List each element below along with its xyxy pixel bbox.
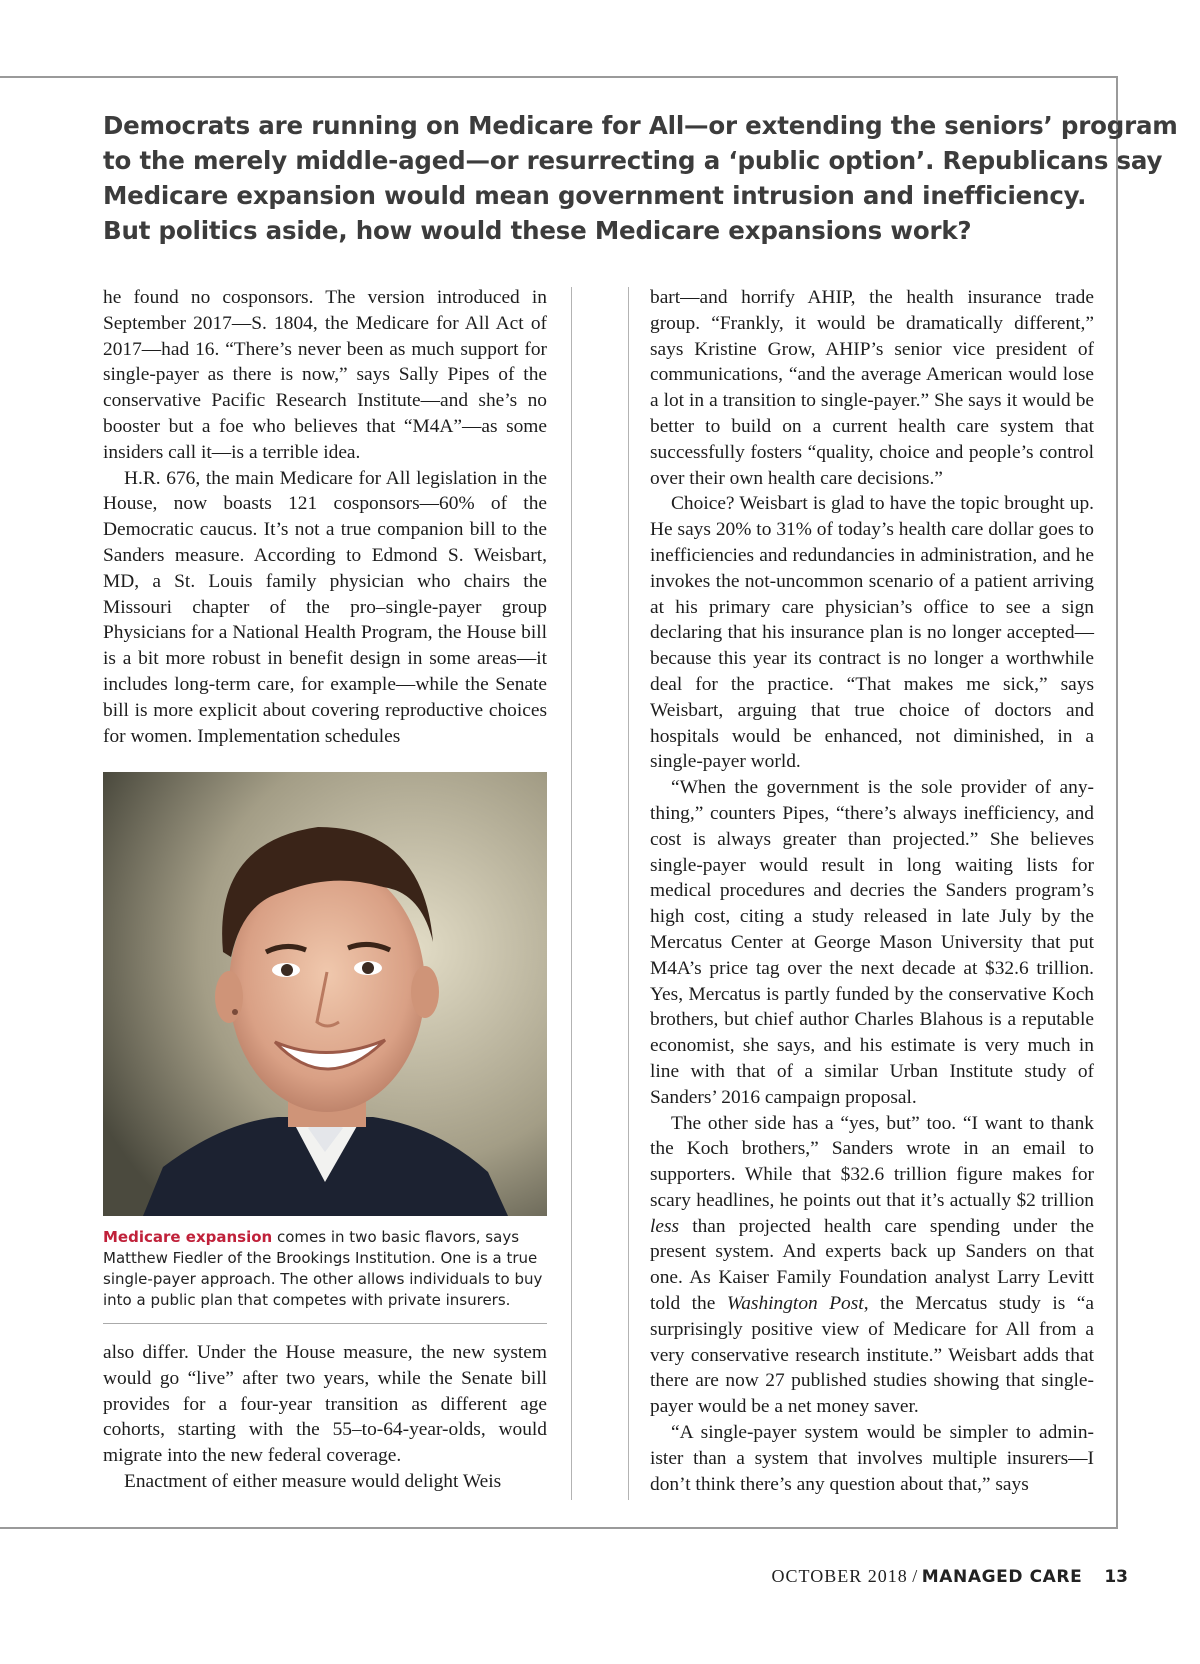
emphasis-run: less (650, 1215, 680, 1237)
deck-line: But politics aside, how would these Medicare expansions work? (103, 216, 972, 245)
footer-separator: / (907, 1566, 922, 1586)
column-rule-left (571, 287, 572, 1500)
deck-line: Democrats are running on Medicare for All—or extending the seniors’ program (103, 111, 1178, 140)
portrait-illustration (103, 772, 547, 1216)
body-paragraph: he found no cosponsors. The version introduced in September 2017—S. 1804, the Medicare for All Act of 2017—had 16. “There’s never been as much support for single-payer as there is now,” says Sally Pipes of the conservative Pacific Research Institute—and she’s no booster but a foe who believes that “M4A”—as some insiders call it—is a terrible idea. (103, 287, 547, 463)
body-paragraph: bart—and horrify AHIP, the health insurance trade group. “Frankly, it would be dramatically different,” says Kristine Grow, AHIP’s senior vice president of communications, “and the average American would lose a lot in a transition to single-payer.” She says it would be better to build on a current health care system that successfully fosters “quality, choice and people’s control over their own health care decisions.” (650, 287, 1094, 489)
column-rule-right (628, 287, 629, 1500)
text-run: , the Mercatus study is “a surprisingly positive view of Medicare for All from a very conservative research institute.” Weisbart adds that there are now 27 published studies showing that single-payer would be a net money saver. (650, 1293, 1094, 1418)
page-footer (600, 1566, 1128, 1587)
left-column-bottom (103, 1340, 547, 1495)
page-number: 13 (1104, 1567, 1128, 1587)
photo-caption (103, 1227, 547, 1311)
deck-headline (103, 108, 1178, 248)
body-paragraph: “When the government is the sole provider of anything,” counters Pipes, “there’s always inefficiency, and cost is always greater than projected.” She believes single-payer would result in long waiting lists for medical procedures and decries the Sanders program’s high cost, citing a study released in late July by the Mercatus Center at George Mason University that put M4A’s price tag over the next decade at $32.6 trillion. Yes, Mercatus is partly funded by the conservative Koch brothers, but chief author Charles Blahous is a reputable economist, she says, and his estimate is very much in line with that of a similar Urban Institute study of Sanders’ 2016 campaign proposal. (650, 777, 1094, 1108)
portrait-photo (103, 772, 547, 1216)
body-paragraph (650, 1111, 1094, 1421)
left-column-top (103, 285, 547, 749)
publication-name: Washington Post (726, 1293, 864, 1315)
caption-text: comes in two basic flavors, says Matthew Fiedler of the Brookings Institution. One is a true single-payer approach. The other allows individuals to buy into a public plan that competes with private insurers. (103, 1228, 543, 1309)
deck-line: to the merely middle-aged—or resurrecting a ‘public option’. Republicans say (103, 146, 1163, 175)
caption-lead: Medicare expansion (103, 1228, 273, 1246)
body-paragraph: H.R. 676, the main Medicare for All legislation in the House, now boasts 121 cosponsors—60% of the Democratic caucus. It’s not a true companion bill to the Sanders measure. According to Edmond S. Weisbart, MD, a St. Louis family physician who chairs the Missouri chapter of the pro–single-payer group Physicians for a National Health Program, the House bill is a bit more robust in benefit design in some areas—it includes long-term care, for example—while the Senate bill is more explicit about covering reproductive choices for women. Implementation schedules (103, 467, 547, 747)
right-column (650, 285, 1094, 1497)
text-run: The other side has a “yes, but” too. “I want to thank the Koch brothers,” Sanders wrote in an email to supporters. While that $32.6 trillion figure makes for scary headlines, he points out that it’s actually $2 trillion (650, 1112, 1094, 1211)
caption-divider (103, 1323, 547, 1324)
body-paragraph: Choice? Weisbart is glad to have the topic brought up. He says 20% to 31% of today’s health care dollar goes to inefficiencies and redundancies in administration, and he invokes the not-uncommon scenario of a patient arriving at his primary care physician’s office to see a sign declaring that his insurance plan is no longer accepted—because this year its contract is no longer a worthwhile deal for the practice. “That makes me sick,” says Weisbart, arguing that true choice of doctors and hospitals would be enhanced, not diminished, in a single-payer world. (650, 493, 1094, 773)
issue-date: OCTOBER 2018 (771, 1566, 908, 1586)
deck-line: Medicare expansion would mean government intrusion and inefficiency. (103, 181, 1087, 210)
magazine-title: MANAGED CARE (921, 1567, 1083, 1587)
body-paragraph: “A single-payer system would be simpler to administer than a system that involves multiple insurers—I don’t think there’s any question about that,” says (650, 1422, 1094, 1495)
body-paragraph: also differ. Under the House measure, the new system would go “live” after two years, while the Senate bill provides for a four-year transition as different age cohorts, starting with the 55–to-64-year-olds, would migrate into the new federal coverage. (103, 1342, 547, 1467)
body-paragraph: Enactment of either measure would delight Weis (124, 1470, 502, 1492)
text-run: than projected health care spending under the present system. And experts back up Sanders on that one. As Kaiser Family Foundation analyst Larry Levitt told the (650, 1215, 1094, 1315)
